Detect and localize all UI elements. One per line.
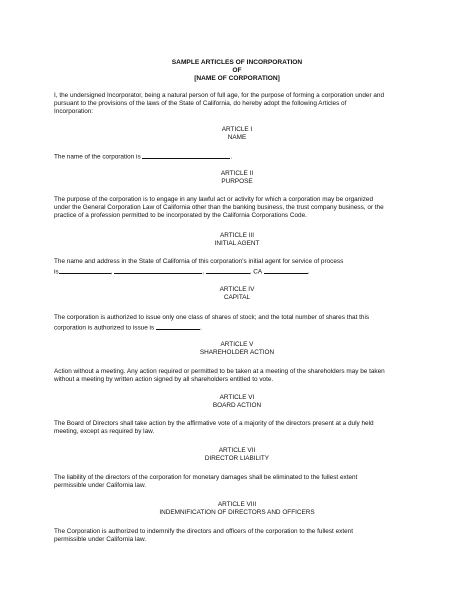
article-title: NAME bbox=[227, 134, 247, 141]
article-line bbox=[54, 266, 426, 277]
article-body bbox=[54, 528, 426, 544]
article-line: The Board of Directors shall take action by the affirmative vote of a majority of the directors present at a duly held bbox=[54, 420, 374, 427]
article-body bbox=[54, 474, 426, 490]
article-text: . bbox=[199, 324, 202, 332]
article-heading: ARTICLE VI bbox=[219, 394, 255, 401]
intro-line: Incorporation: bbox=[54, 108, 94, 115]
article-line: The Corporation is authorized to indemnify the directors and officers of the corporation to the fullest extent bbox=[54, 528, 353, 535]
agent-city-blank[interactable] bbox=[206, 266, 250, 274]
article-body bbox=[54, 151, 426, 162]
article-text: , bbox=[202, 268, 206, 276]
agent-name-blank[interactable] bbox=[59, 266, 111, 274]
article-title: INITIAL AGENT bbox=[214, 240, 260, 247]
article-text: , bbox=[110, 268, 115, 276]
article-text: The name of the corporation is bbox=[54, 153, 143, 161]
article-line: The liability of the directors of the corporation for monetary damages shall be eliminated to the fullest extent bbox=[54, 474, 358, 481]
article-title: SHAREHOLDER ACTION bbox=[199, 349, 275, 356]
article-line: permissible under California law. bbox=[54, 536, 146, 543]
corporation-name-blank[interactable] bbox=[142, 151, 233, 161]
article-title: BOARD ACTION bbox=[212, 402, 262, 409]
article-body bbox=[54, 258, 426, 277]
article-title: DIRECTOR LIABILITY bbox=[204, 455, 270, 462]
article-line: The name and address in the State of California of this corporation's initial agent for service of process bbox=[54, 258, 344, 265]
intro-paragraph bbox=[54, 92, 426, 116]
corporation-name-placeholder: [NAME OF CORPORATION] bbox=[194, 75, 280, 82]
article-heading: ARTICLE VIII bbox=[217, 501, 257, 508]
article-body bbox=[54, 420, 426, 436]
article-title: PURPOSE bbox=[221, 178, 253, 185]
share-count-blank[interactable] bbox=[156, 322, 200, 330]
article-line: under the General Corporation Law of California other than the banking business, the trust company business, or the bbox=[54, 204, 384, 211]
article-heading: ARTICLE III bbox=[220, 232, 254, 239]
article-text: . bbox=[307, 268, 310, 276]
article-body bbox=[54, 368, 426, 384]
document-title-of: OF bbox=[232, 67, 242, 74]
article-line: The corporation is authorized to issue only one class of shares of stock; and the total number of shares that this bbox=[54, 314, 370, 321]
article-heading: ARTICLE I bbox=[221, 126, 253, 133]
article-text: is bbox=[54, 268, 59, 276]
intro-line: pursuant to the provisions of the laws of the State of California, do hereby adopt the following Articles of bbox=[54, 100, 347, 107]
intro-line: I, the undersigned Incorporator, being a natural person of full age, for the purpose of forming a corporation under and bbox=[54, 92, 385, 99]
article-text: , CA bbox=[249, 268, 264, 276]
agent-zip-blank[interactable] bbox=[264, 266, 308, 274]
article-title: CAPITAL bbox=[223, 294, 251, 301]
document-title: SAMPLE ARTICLES OF INCORPORATION bbox=[171, 59, 303, 66]
article-line bbox=[54, 151, 426, 162]
article-body bbox=[54, 314, 426, 333]
article-text: corporation is authorized to issue is bbox=[54, 324, 156, 332]
article-line: Action without a meeting. Any action required or permitted to be taken at a meeting of the shareholders may be taken bbox=[54, 368, 385, 375]
article-line: The purpose of the corporation is to engage in any lawful act or activity for which a corporation may be organized bbox=[54, 196, 373, 203]
article-line: practice of a profession permitted to be incorporated by the California Corporations Code. bbox=[54, 212, 307, 219]
article-heading: ARTICLE VII bbox=[218, 447, 256, 454]
article-heading: ARTICLE II bbox=[220, 170, 254, 177]
agent-street-blank[interactable] bbox=[114, 266, 202, 274]
article-heading: ARTICLE IV bbox=[219, 286, 255, 293]
article-line: without a meeting by written action signed by all shareholders entitled to vote. bbox=[54, 376, 274, 383]
article-text: . bbox=[230, 153, 233, 161]
article-title: INDEMNIFICATION OF DIRECTORS AND OFFICERS bbox=[159, 509, 315, 516]
article-line: permissible under California law. bbox=[54, 482, 146, 489]
article-body bbox=[54, 196, 426, 220]
article-line bbox=[54, 322, 426, 333]
article-heading: ARTICLE V bbox=[220, 341, 254, 348]
article-line: meeting, except as required by law. bbox=[54, 428, 155, 435]
